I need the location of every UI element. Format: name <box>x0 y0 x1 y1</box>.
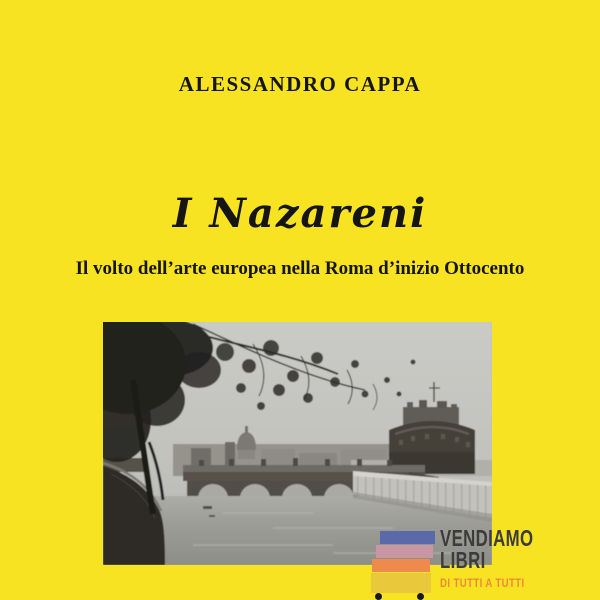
logo-word-vendiamo: VENDIAMO <box>440 525 534 551</box>
logo-word-libri: LIBRI <box>440 547 486 573</box>
cart-body-icon <box>371 573 431 593</box>
cover-photo <box>103 322 492 565</box>
cart-book-bottom-icon <box>372 559 430 572</box>
cart-book-middle-icon <box>376 545 433 558</box>
publisher-logo-text <box>440 527 568 589</box>
book-title: I Nazareni <box>172 190 428 237</box>
cart-wheel-right-icon <box>417 593 424 600</box>
cart-wheel-left-icon <box>375 593 382 600</box>
author-name: ALESSANDRO CAPPA <box>178 72 422 96</box>
rome-tiber-scene <box>103 322 492 565</box>
book-subtitle: Il volto dell’arte europea nella Roma d’inizio Ottocento <box>75 258 525 279</box>
logo-tagline: DI TUTTI A TUTTI <box>440 576 525 590</box>
cart-book-top-icon <box>380 531 435 544</box>
